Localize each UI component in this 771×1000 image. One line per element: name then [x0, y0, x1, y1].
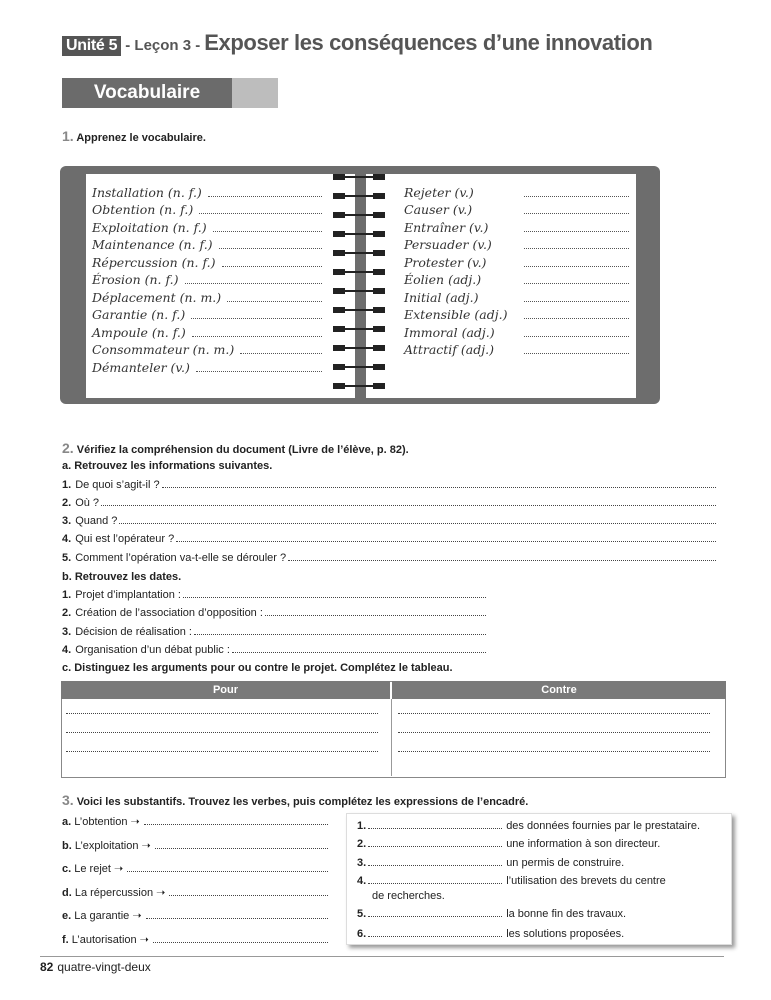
answer-line[interactable]	[196, 362, 322, 372]
page-number-words: quatre-vingt-deux	[57, 960, 151, 974]
table-header	[61, 681, 726, 699]
ex2b-title: b. Retrouvez les dates.	[62, 571, 182, 583]
expression-item: 6. les solutions proposées.	[357, 928, 625, 940]
noun-item: d. La répercussion ➝	[62, 886, 328, 899]
answer-line[interactable]	[524, 187, 629, 197]
answer-line[interactable]	[127, 863, 328, 872]
vocab-item: Immoral (adj.)	[404, 325, 629, 340]
answer-line[interactable]	[368, 928, 502, 937]
ex3-heading	[62, 792, 528, 808]
vocab-item: Causer (v.)	[404, 202, 629, 217]
page-number	[40, 960, 151, 974]
answer-line[interactable]	[398, 750, 710, 752]
ex1-number: 1.	[62, 128, 74, 144]
vocab-item: Initial (adj.)	[404, 290, 629, 305]
vocab-item: Rejeter (v.)	[404, 185, 629, 200]
question-line: 4. Qui est l’opérateur ?	[62, 533, 716, 545]
answer-line[interactable]	[66, 731, 378, 733]
ex3-instruction: Voici les substantifs. Trouvez les verbes, puis complétez les expressions de l’encadré.	[76, 796, 529, 808]
question-line: 2. Où ?	[62, 497, 716, 509]
answer-line[interactable]	[219, 239, 322, 249]
spiral-ring	[333, 383, 385, 389]
answer-line[interactable]	[185, 274, 323, 284]
answer-line[interactable]	[524, 257, 629, 267]
expression-item: 4. l’utilisation des brevets du centre	[357, 875, 666, 887]
vocab-item: Persuader (v.)	[404, 237, 629, 252]
date-line: 2. Création de l’association d’opposition :	[62, 607, 486, 619]
expression-item: 3. un permis de construire.	[357, 857, 625, 869]
answer-line[interactable]	[155, 840, 328, 849]
answer-line[interactable]	[208, 187, 322, 197]
answer-line[interactable]	[398, 712, 710, 714]
answer-line[interactable]	[240, 344, 322, 354]
answer-line[interactable]	[169, 887, 328, 896]
answer-line[interactable]	[199, 204, 322, 214]
vocab-item: Maintenance (n. f.)	[92, 237, 322, 252]
spiral-ring	[333, 174, 385, 180]
question-line: 3. Quand ?	[62, 515, 716, 527]
lesson-label: - Leçon 3 -	[125, 37, 201, 54]
vocab-item: Installation (n. f.)	[92, 185, 322, 200]
answer-line[interactable]	[146, 910, 328, 919]
spiral-ring	[333, 231, 385, 237]
vocab-item: Entraîner (v.)	[404, 220, 629, 235]
answer-line[interactable]	[232, 644, 486, 653]
vocab-item: Ampoule (n. f.)	[92, 325, 322, 340]
vocab-item: Protester (v.)	[404, 255, 629, 270]
noun-item: f. L’autorisation ➝	[62, 933, 328, 946]
ex1-instruction: Apprenez le vocabulaire.	[76, 132, 206, 144]
date-line: 1. Projet d’implantation :	[62, 589, 486, 601]
vocab-item: Démanteler (v.)	[92, 360, 322, 375]
vocab-item: Érosion (n. f.)	[92, 272, 322, 287]
answer-line[interactable]	[368, 820, 502, 829]
answer-line[interactable]	[398, 731, 710, 733]
page-header	[62, 30, 652, 60]
ex2a-title: a. Retrouvez les informations suivantes.	[62, 460, 273, 472]
answer-line[interactable]	[368, 908, 502, 917]
column-contre: Contre	[392, 681, 726, 699]
vocab-item: Éolien (adj.)	[404, 272, 629, 287]
spiral-ring	[333, 250, 385, 256]
expression-item: 1. des données fournies par le prestataire.	[357, 820, 701, 832]
answer-line[interactable]	[524, 292, 629, 302]
spiral-ring	[333, 288, 385, 294]
answer-line[interactable]	[368, 875, 502, 884]
answer-line[interactable]	[265, 607, 486, 616]
ex2c-title: c. Distinguez les arguments pour ou contre le projet. Complétez le tableau.	[62, 662, 453, 674]
date-line: 3. Décision de réalisation :	[62, 626, 486, 638]
answer-line[interactable]	[213, 222, 322, 232]
answer-line[interactable]	[368, 857, 502, 866]
answer-line[interactable]	[66, 712, 378, 714]
ex2-number: 2.	[62, 440, 74, 456]
answer-line[interactable]	[288, 552, 716, 561]
answer-line[interactable]	[192, 327, 322, 337]
answer-line[interactable]	[222, 257, 322, 267]
ex2-heading	[62, 440, 409, 456]
answer-line[interactable]	[191, 309, 322, 319]
answer-line[interactable]	[66, 750, 378, 752]
answer-line[interactable]	[524, 222, 629, 232]
footer-rule	[40, 956, 724, 957]
answer-line[interactable]	[176, 533, 716, 542]
vocab-item: Garantie (n. f.)	[92, 307, 322, 322]
spiral-ring	[333, 193, 385, 199]
answer-line[interactable]	[183, 589, 486, 598]
expression-item: 5. la bonne fin des travaux.	[357, 908, 627, 920]
ex2-instruction: Vérifiez la compréhension du document (Livre de l’élève, p. 82).	[76, 444, 409, 456]
vocab-item: Attractif (adj.)	[404, 342, 629, 357]
date-line: 4. Organisation d’un débat public :	[62, 644, 486, 656]
answer-line[interactable]	[524, 327, 629, 337]
table-divider	[391, 699, 392, 776]
spiral-ring	[333, 326, 385, 332]
answer-line[interactable]	[524, 274, 629, 284]
answer-line[interactable]	[144, 816, 328, 825]
answer-line[interactable]	[119, 515, 716, 524]
answer-line[interactable]	[368, 838, 502, 847]
answer-line[interactable]	[153, 934, 328, 943]
column-pour: Pour	[61, 681, 390, 699]
vocab-item: Extensible (adj.)	[404, 307, 629, 322]
noun-item: a. L’obtention ➝	[62, 815, 328, 828]
vocab-item: Répercussion (n. f.)	[92, 255, 322, 270]
answer-line[interactable]	[227, 292, 322, 302]
expression-item: 2. une information à son directeur.	[357, 838, 661, 850]
ex1-heading	[62, 128, 206, 144]
noun-item: e. La garantie ➝	[62, 909, 328, 922]
answer-line[interactable]	[524, 204, 629, 214]
vocab-item: Consommateur (n. m.)	[92, 342, 322, 357]
spiral-ring	[333, 212, 385, 218]
spiral-ring	[333, 307, 385, 313]
page-number-digits: 82	[40, 960, 54, 974]
question-line: 5. Comment l’opération va-t-elle se dérouler ?	[62, 552, 716, 564]
expression-item-continued: de recherches.	[372, 890, 445, 902]
answer-line[interactable]	[524, 344, 629, 354]
noun-item: c. Le rejet ➝	[62, 862, 328, 875]
answer-line[interactable]	[524, 309, 629, 319]
answer-line[interactable]	[524, 239, 629, 249]
section-title: Vocabulaire	[62, 78, 232, 108]
unit-badge: Unité 5	[62, 36, 121, 56]
page-title: Exposer les conséquences d’une innovation	[204, 30, 653, 55]
ex3-number: 3.	[62, 792, 74, 808]
answer-line[interactable]	[194, 626, 486, 635]
vocab-item: Déplacement (n. m.)	[92, 290, 322, 305]
vocab-item: Exploitation (n. f.)	[92, 220, 322, 235]
spiral-ring	[333, 269, 385, 275]
noun-item: b. L’exploitation ➝	[62, 839, 328, 852]
answer-line[interactable]	[162, 479, 716, 488]
question-line: 1. De quoi s’agit-il ?	[62, 479, 716, 491]
vocab-item: Obtention (n. f.)	[92, 202, 322, 217]
spiral-ring	[333, 364, 385, 370]
answer-line[interactable]	[101, 497, 716, 506]
spiral-ring	[333, 345, 385, 351]
